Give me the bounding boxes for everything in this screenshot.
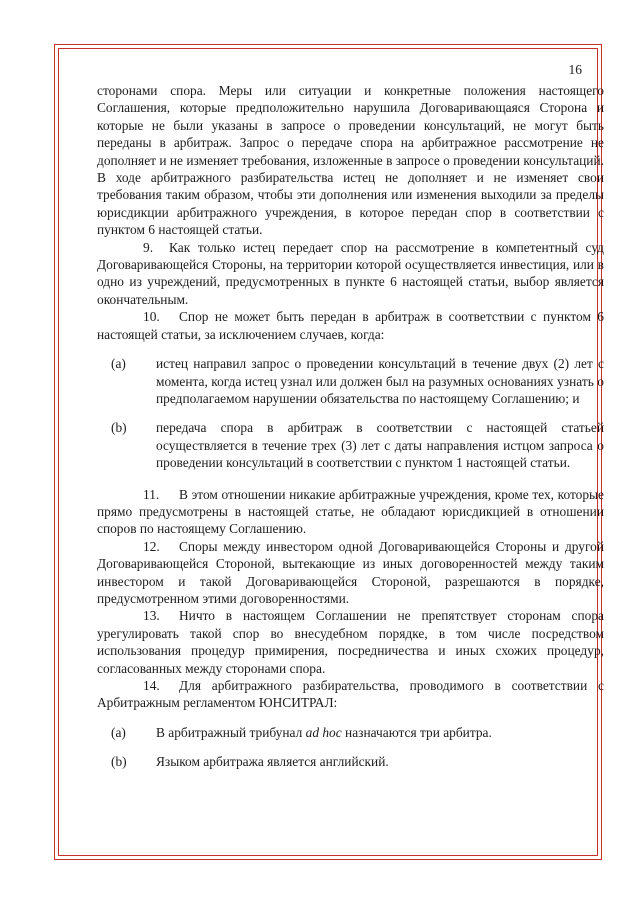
paragraph-10 [97, 308, 604, 343]
list-item-marker: (b) [111, 754, 127, 770]
list-item-text-italic: ad hoc [305, 724, 342, 740]
paragraph-10-number: 10. [143, 309, 160, 325]
list-item-text: истец направил запрос о проведении консультаций в течение двух (2) лет с момента, когда истец узнал или должен был на разумных основаниях узнать о предполагаемом нарушении обязательства по настоящему Соглашению; и [156, 356, 604, 406]
paragraph-12-text: Споры между инвестором одной Договаривающейся Стороны и другой Договаривающейся Стороной, вытекающие из иных договоренностей между таким инвестором и такой Договаривающейся Стороной, разрешаются в порядке, предусмотренном этими договоренностями. [97, 538, 604, 606]
paragraph-10-text: Спор не может быть передан в арбитраж в соответствии с пунктом 6 настоящей статьи, за исключением случаев, когда: [97, 309, 604, 342]
list-item [111, 355, 604, 407]
paragraph-13-number: 13. [143, 608, 160, 624]
paragraph-14-text: Для арбитражного разбирательства, проводимого в соответствии с Арбитражным регламентом ЮНСИТРАЛ: [97, 678, 604, 711]
list-item-text [156, 724, 492, 741]
paragraph-13 [97, 607, 604, 677]
paragraph-13-text: Ничто в настоящем Соглашении не препятствует сторонам спора урегулировать такой спор во внесудебном порядке, в том числе посредством использования процедур примирения, посредничества и иных схожих процедур, согласованных между сторонами спора. [97, 608, 604, 676]
list-item-marker: (b) [111, 420, 127, 436]
document-body [97, 82, 604, 771]
list-item-marker: (a) [111, 356, 126, 372]
list-item-text: передача спора в арбитраж в соответствии с настоящей статьей осуществляется в течение трех (3) лет с даты направления истцом запроса о проведении консультаций в соответствии с пунктом 1 настоящей статьи. [156, 420, 604, 471]
list-item [111, 419, 604, 471]
list-item-text-before: В арбитражный трибунал [156, 724, 306, 740]
paragraph-11 [97, 486, 604, 538]
paragraph-continuation: сторонами спора. Меры или ситуации и конкретные положения настоящего Соглашения, которые предположительно нарушила Договаривающаяся Сторона и которые не были указаны в запросе о проведении консультаций, не могут быть переданы в арбитраж. Запрос о передаче спора на арбитражное рассмотрение не дополняет и не изменяет требования, изложенные в запросе о проведении консультаций. В ходе арбитражного разбирательства истец не дополняет и не изменяет свои требования таким образом, чтобы эти дополнения или изменения выходили за пределы юрисдикции арбитражного учреждения, в которое передан спор в соответствии с пунктом 6 настоящей статьи. [97, 83, 604, 238]
paragraph-12-number: 12. [143, 538, 160, 554]
paragraph-14 [97, 677, 604, 712]
list-item-marker: (a) [111, 724, 126, 740]
list-item-text-after: назначаются три арбитра. [341, 724, 492, 740]
list-item-text: Языком арбитража является английский. [156, 754, 389, 770]
paragraph-9-number: 9. [143, 239, 154, 255]
list-item [111, 724, 604, 741]
list-item [111, 753, 604, 770]
paragraph-9-text: Как только истец передает спор на рассмотрение в компетентный суд Договаривающейся Стороны, на территории которой осуществляется инвестиция, или в одно из учреждений, предусмотренных в пункте 6 настоящей статьи, выбор является окончательным. [97, 239, 604, 307]
paragraph-9 [97, 239, 604, 309]
paragraph-12 [97, 538, 604, 608]
paragraph-11-number: 11. [143, 486, 160, 502]
page-number: 16 [568, 62, 582, 77]
paragraph-11-text: В этом отношении никакие арбитражные учреждения, кроме тех, которые прямо предусмотрены в настоящей статье, не обладают юрисдикцией в отношении споров по настоящему Соглашению. [97, 486, 604, 537]
paragraph-14-number: 14. [143, 678, 160, 693]
